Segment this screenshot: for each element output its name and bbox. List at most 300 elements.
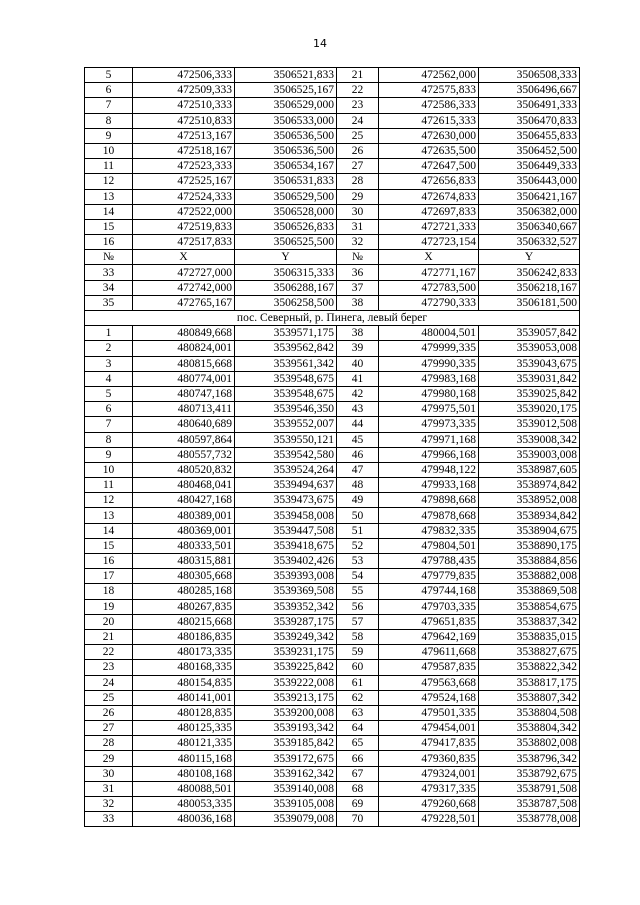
- point-number-cell: 43: [337, 402, 379, 417]
- table-row: [85, 159, 580, 174]
- section-title: пос. Северный, р. Пинега, левый берег: [85, 311, 580, 326]
- y-coordinate-cell: 3539020,175: [479, 402, 580, 417]
- point-number-cell: 9: [85, 447, 133, 462]
- point-number-cell: 51: [337, 523, 379, 538]
- point-number-cell: 53: [337, 554, 379, 569]
- y-coordinate-cell: 3539053,008: [479, 341, 580, 356]
- point-number-cell: 36: [337, 265, 379, 280]
- point-number-cell: 10: [85, 143, 133, 158]
- point-number-cell: 9: [85, 128, 133, 143]
- point-number-cell: 42: [337, 386, 379, 401]
- point-number-cell: 22: [337, 83, 379, 98]
- x-coordinate-cell: 479360,835: [379, 751, 479, 766]
- point-number-cell: 49: [337, 493, 379, 508]
- x-coordinate-cell: 472517,833: [133, 235, 235, 250]
- point-number-cell: 65: [337, 736, 379, 751]
- point-number-cell: 12: [85, 493, 133, 508]
- y-coordinate-cell: 3506340,667: [479, 219, 580, 234]
- y-coordinate-cell: 3506496,667: [479, 83, 580, 98]
- point-number-cell: 22: [85, 645, 133, 660]
- point-number-cell: 35: [85, 295, 133, 310]
- y-coordinate-cell: 3539287,175: [235, 614, 337, 629]
- table-row: [85, 174, 580, 189]
- point-number-cell: 25: [85, 690, 133, 705]
- header-y: Y: [479, 250, 580, 265]
- y-coordinate-cell: 3538835,015: [479, 629, 580, 644]
- point-number-cell: 30: [85, 766, 133, 781]
- point-number-cell: 24: [337, 113, 379, 128]
- y-coordinate-cell: 3539231,175: [235, 645, 337, 660]
- y-coordinate-cell: 3539571,175: [235, 326, 337, 341]
- x-coordinate-cell: 480315,881: [133, 554, 235, 569]
- table-row: [85, 280, 580, 295]
- x-coordinate-cell: 479651,835: [379, 614, 479, 629]
- y-coordinate-cell: 3538952,008: [479, 493, 580, 508]
- y-coordinate-cell: 3539562,842: [235, 341, 337, 356]
- table-row: [85, 356, 580, 371]
- x-coordinate-cell: 479832,335: [379, 523, 479, 538]
- x-coordinate-cell: 479744,168: [379, 584, 479, 599]
- point-number-cell: 33: [85, 265, 133, 280]
- y-coordinate-cell: 3538822,342: [479, 660, 580, 675]
- y-coordinate-cell: 3538904,675: [479, 523, 580, 538]
- point-number-cell: 46: [337, 447, 379, 462]
- point-number-cell: 48: [337, 478, 379, 493]
- table-row: [85, 83, 580, 98]
- x-coordinate-cell: 480815,668: [133, 356, 235, 371]
- y-coordinate-cell: 3539140,008: [235, 781, 337, 796]
- point-number-cell: 3: [85, 356, 133, 371]
- x-coordinate-cell: 479990,335: [379, 356, 479, 371]
- y-coordinate-cell: 3538807,342: [479, 690, 580, 705]
- y-coordinate-cell: 3538882,008: [479, 569, 580, 584]
- point-number-cell: 66: [337, 751, 379, 766]
- y-coordinate-cell: 3539193,342: [235, 721, 337, 736]
- x-coordinate-cell: 479898,668: [379, 493, 479, 508]
- x-coordinate-cell: 472510,333: [133, 98, 235, 113]
- y-coordinate-cell: 3506533,000: [235, 113, 337, 128]
- x-coordinate-cell: 480267,835: [133, 599, 235, 614]
- point-number-cell: 20: [85, 614, 133, 629]
- point-number-cell: 2: [85, 341, 133, 356]
- x-coordinate-cell: 479260,668: [379, 797, 479, 812]
- table-row: [85, 326, 580, 341]
- point-number-cell: 7: [85, 417, 133, 432]
- y-coordinate-cell: 3538796,342: [479, 751, 580, 766]
- point-number-cell: 33: [85, 812, 133, 827]
- table-row: [85, 508, 580, 523]
- y-coordinate-cell: 3539352,342: [235, 599, 337, 614]
- y-coordinate-cell: 3538854,675: [479, 599, 580, 614]
- table-row: [85, 614, 580, 629]
- table-row: [85, 599, 580, 614]
- point-number-cell: 41: [337, 371, 379, 386]
- coordinates-table: [84, 67, 580, 827]
- x-coordinate-cell: 479611,668: [379, 645, 479, 660]
- point-number-cell: 70: [337, 812, 379, 827]
- y-coordinate-cell: 3506508,333: [479, 68, 580, 83]
- header-x: X: [379, 250, 479, 265]
- x-coordinate-cell: 480333,501: [133, 538, 235, 553]
- x-coordinate-cell: 480053,335: [133, 797, 235, 812]
- x-coordinate-cell: 480468,041: [133, 478, 235, 493]
- y-coordinate-cell: 3538934,842: [479, 508, 580, 523]
- point-number-cell: 39: [337, 341, 379, 356]
- y-coordinate-cell: 3506421,167: [479, 189, 580, 204]
- point-number-cell: 38: [337, 295, 379, 310]
- x-coordinate-cell: 472525,167: [133, 174, 235, 189]
- table-row: [85, 128, 580, 143]
- x-coordinate-cell: 480168,335: [133, 660, 235, 675]
- point-number-cell: 31: [85, 781, 133, 796]
- table-row: [85, 417, 580, 432]
- x-coordinate-cell: 480115,168: [133, 751, 235, 766]
- point-number-cell: 27: [337, 159, 379, 174]
- y-coordinate-cell: 3539524,264: [235, 462, 337, 477]
- table-row: [85, 538, 580, 553]
- y-coordinate-cell: 3539012,508: [479, 417, 580, 432]
- table-row: [85, 751, 580, 766]
- y-coordinate-cell: 3538804,508: [479, 705, 580, 720]
- y-coordinate-cell: 3539418,675: [235, 538, 337, 553]
- x-coordinate-cell: 472697,833: [379, 204, 479, 219]
- y-coordinate-cell: 3506525,167: [235, 83, 337, 98]
- x-coordinate-cell: 479563,668: [379, 675, 479, 690]
- table-row: [85, 265, 580, 280]
- table-row: [85, 204, 580, 219]
- y-coordinate-cell: 3538804,342: [479, 721, 580, 736]
- point-number-cell: 64: [337, 721, 379, 736]
- y-coordinate-cell: 3539550,121: [235, 432, 337, 447]
- x-coordinate-cell: 472575,833: [379, 83, 479, 98]
- table-row: [85, 98, 580, 113]
- x-coordinate-cell: 480597,864: [133, 432, 235, 447]
- y-coordinate-cell: 3506315,333: [235, 265, 337, 280]
- x-coordinate-cell: 472742,000: [133, 280, 235, 295]
- point-number-cell: 28: [337, 174, 379, 189]
- y-coordinate-cell: 3506382,000: [479, 204, 580, 219]
- y-coordinate-cell: 3506521,833: [235, 68, 337, 83]
- x-coordinate-cell: 479642,169: [379, 629, 479, 644]
- header-x: X: [133, 250, 235, 265]
- y-coordinate-cell: 3506528,000: [235, 204, 337, 219]
- y-coordinate-cell: 3506449,333: [479, 159, 580, 174]
- point-number-cell: 15: [85, 219, 133, 234]
- coordinates-block-2: [85, 265, 580, 311]
- x-coordinate-cell: 480125,335: [133, 721, 235, 736]
- x-coordinate-cell: 479317,335: [379, 781, 479, 796]
- header-num: №: [85, 250, 133, 265]
- point-number-cell: 40: [337, 356, 379, 371]
- point-number-cell: 5: [85, 68, 133, 83]
- y-coordinate-cell: 3539402,426: [235, 554, 337, 569]
- point-number-cell: 47: [337, 462, 379, 477]
- y-coordinate-cell: 3539548,675: [235, 386, 337, 401]
- y-coordinate-cell: 3539561,342: [235, 356, 337, 371]
- point-number-cell: 19: [85, 599, 133, 614]
- x-coordinate-cell: 479971,168: [379, 432, 479, 447]
- x-coordinate-cell: 479703,335: [379, 599, 479, 614]
- section-row: [85, 311, 580, 326]
- y-coordinate-cell: 3539043,675: [479, 356, 580, 371]
- x-coordinate-cell: 479980,168: [379, 386, 479, 401]
- y-coordinate-cell: 3506536,500: [235, 143, 337, 158]
- point-number-cell: 14: [85, 204, 133, 219]
- x-coordinate-cell: 480173,335: [133, 645, 235, 660]
- point-number-cell: 5: [85, 386, 133, 401]
- x-coordinate-cell: 480824,001: [133, 341, 235, 356]
- point-number-cell: 62: [337, 690, 379, 705]
- point-number-cell: 13: [85, 189, 133, 204]
- x-coordinate-cell: 480640,689: [133, 417, 235, 432]
- y-coordinate-cell: 3539003,008: [479, 447, 580, 462]
- x-coordinate-cell: 479966,168: [379, 447, 479, 462]
- point-number-cell: 15: [85, 538, 133, 553]
- y-coordinate-cell: 3539546,350: [235, 402, 337, 417]
- point-number-cell: 8: [85, 432, 133, 447]
- y-coordinate-cell: 3539249,342: [235, 629, 337, 644]
- x-coordinate-cell: 480121,335: [133, 736, 235, 751]
- point-number-cell: 21: [85, 629, 133, 644]
- x-coordinate-cell: 479878,668: [379, 508, 479, 523]
- y-coordinate-cell: 3506181,500: [479, 295, 580, 310]
- point-number-cell: 4: [85, 371, 133, 386]
- x-coordinate-cell: 472783,500: [379, 280, 479, 295]
- y-coordinate-cell: 3506332,527: [479, 235, 580, 250]
- point-number-cell: 57: [337, 614, 379, 629]
- table-row: [85, 690, 580, 705]
- point-number-cell: 6: [85, 402, 133, 417]
- x-coordinate-cell: 472586,333: [379, 98, 479, 113]
- table-row: [85, 295, 580, 310]
- table-row: [85, 371, 580, 386]
- point-number-cell: 54: [337, 569, 379, 584]
- table-row: [85, 781, 580, 796]
- x-coordinate-cell: 479788,435: [379, 554, 479, 569]
- x-coordinate-cell: 480215,668: [133, 614, 235, 629]
- x-coordinate-cell: 472674,833: [379, 189, 479, 204]
- point-number-cell: 68: [337, 781, 379, 796]
- x-coordinate-cell: 479324,001: [379, 766, 479, 781]
- x-coordinate-cell: 472510,833: [133, 113, 235, 128]
- table-row: [85, 584, 580, 599]
- x-coordinate-cell: 480141,001: [133, 690, 235, 705]
- point-number-cell: 21: [337, 68, 379, 83]
- point-number-cell: 16: [85, 235, 133, 250]
- x-coordinate-cell: 472765,167: [133, 295, 235, 310]
- point-number-cell: 44: [337, 417, 379, 432]
- point-number-cell: 27: [85, 721, 133, 736]
- y-coordinate-cell: 3506242,833: [479, 265, 580, 280]
- point-number-cell: 18: [85, 584, 133, 599]
- y-coordinate-cell: 3539162,342: [235, 766, 337, 781]
- y-coordinate-cell: 3506470,833: [479, 113, 580, 128]
- point-number-cell: 32: [337, 235, 379, 250]
- table-row: [85, 660, 580, 675]
- point-number-cell: 11: [85, 159, 133, 174]
- y-coordinate-cell: 3539105,008: [235, 797, 337, 812]
- x-coordinate-cell: 480713,411: [133, 402, 235, 417]
- point-number-cell: 67: [337, 766, 379, 781]
- y-coordinate-cell: 3539172,675: [235, 751, 337, 766]
- x-coordinate-cell: 472771,167: [379, 265, 479, 280]
- x-coordinate-cell: 480305,668: [133, 569, 235, 584]
- table-row: [85, 402, 580, 417]
- x-coordinate-cell: 472656,833: [379, 174, 479, 189]
- point-number-cell: 13: [85, 508, 133, 523]
- x-coordinate-cell: 480154,835: [133, 675, 235, 690]
- y-coordinate-cell: 3506455,833: [479, 128, 580, 143]
- x-coordinate-cell: 480088,501: [133, 781, 235, 796]
- x-coordinate-cell: 472630,000: [379, 128, 479, 143]
- y-coordinate-cell: 3538787,508: [479, 797, 580, 812]
- x-coordinate-cell: 479948,122: [379, 462, 479, 477]
- y-coordinate-cell: 3538974,842: [479, 478, 580, 493]
- y-coordinate-cell: 3539548,675: [235, 371, 337, 386]
- y-coordinate-cell: 3539447,508: [235, 523, 337, 538]
- x-coordinate-cell: 479454,001: [379, 721, 479, 736]
- table-row: [85, 432, 580, 447]
- point-number-cell: 30: [337, 204, 379, 219]
- y-coordinate-cell: 3539185,842: [235, 736, 337, 751]
- y-coordinate-cell: 3539393,008: [235, 569, 337, 584]
- point-number-cell: 56: [337, 599, 379, 614]
- point-number-cell: 6: [85, 83, 133, 98]
- point-number-cell: 23: [337, 98, 379, 113]
- y-coordinate-cell: 3539025,842: [479, 386, 580, 401]
- x-coordinate-cell: 479417,835: [379, 736, 479, 751]
- y-coordinate-cell: 3506536,500: [235, 128, 337, 143]
- x-coordinate-cell: 472506,333: [133, 68, 235, 83]
- x-coordinate-cell: 472562,000: [379, 68, 479, 83]
- point-number-cell: 14: [85, 523, 133, 538]
- point-number-cell: 24: [85, 675, 133, 690]
- point-number-cell: 26: [85, 705, 133, 720]
- table-row: [85, 645, 580, 660]
- y-coordinate-cell: 3539200,008: [235, 705, 337, 720]
- y-coordinate-cell: 3538802,008: [479, 736, 580, 751]
- point-number-cell: 28: [85, 736, 133, 751]
- x-coordinate-cell: 472647,500: [379, 159, 479, 174]
- y-coordinate-cell: 3539225,842: [235, 660, 337, 675]
- x-coordinate-cell: 479501,335: [379, 705, 479, 720]
- point-number-cell: 61: [337, 675, 379, 690]
- x-coordinate-cell: 479779,835: [379, 569, 479, 584]
- x-coordinate-cell: 472790,333: [379, 295, 479, 310]
- x-coordinate-cell: 480004,501: [379, 326, 479, 341]
- point-number-cell: 59: [337, 645, 379, 660]
- table-row: [85, 462, 580, 477]
- x-coordinate-cell: 479228,501: [379, 812, 479, 827]
- table-row: [85, 68, 580, 83]
- x-coordinate-cell: 472635,500: [379, 143, 479, 158]
- x-coordinate-cell: 472523,333: [133, 159, 235, 174]
- point-number-cell: 29: [337, 189, 379, 204]
- x-coordinate-cell: 472519,833: [133, 219, 235, 234]
- y-coordinate-cell: 3506531,833: [235, 174, 337, 189]
- table-row: [85, 189, 580, 204]
- y-coordinate-cell: 3506258,500: [235, 295, 337, 310]
- x-coordinate-cell: 479933,168: [379, 478, 479, 493]
- x-coordinate-cell: 472522,000: [133, 204, 235, 219]
- y-coordinate-cell: 3506529,000: [235, 98, 337, 113]
- x-coordinate-cell: 480774,001: [133, 371, 235, 386]
- y-coordinate-cell: 3539031,842: [479, 371, 580, 386]
- x-coordinate-cell: 479973,335: [379, 417, 479, 432]
- table-row: [85, 113, 580, 128]
- point-number-cell: 37: [337, 280, 379, 295]
- point-number-cell: 52: [337, 538, 379, 553]
- x-coordinate-cell: 472509,333: [133, 83, 235, 98]
- y-coordinate-cell: 3506491,333: [479, 98, 580, 113]
- y-coordinate-cell: 3506452,500: [479, 143, 580, 158]
- x-coordinate-cell: 472723,154: [379, 235, 479, 250]
- x-coordinate-cell: 472518,167: [133, 143, 235, 158]
- table-row: [85, 386, 580, 401]
- x-coordinate-cell: 472513,167: [133, 128, 235, 143]
- point-number-cell: 55: [337, 584, 379, 599]
- table-row: [85, 721, 580, 736]
- table-row: [85, 235, 580, 250]
- y-coordinate-cell: 3538987,605: [479, 462, 580, 477]
- table-row: [85, 143, 580, 158]
- table-row: [85, 812, 580, 827]
- point-number-cell: 8: [85, 113, 133, 128]
- table-row: [85, 478, 580, 493]
- point-number-cell: 38: [337, 326, 379, 341]
- y-coordinate-cell: 3506526,833: [235, 219, 337, 234]
- y-coordinate-cell: 3538890,175: [479, 538, 580, 553]
- y-coordinate-cell: 3506443,000: [479, 174, 580, 189]
- x-coordinate-cell: 479975,501: [379, 402, 479, 417]
- table-row: [85, 736, 580, 751]
- x-coordinate-cell: 472721,333: [379, 219, 479, 234]
- point-number-cell: 31: [337, 219, 379, 234]
- point-number-cell: 34: [85, 280, 133, 295]
- table-row: [85, 554, 580, 569]
- y-coordinate-cell: 3539552,007: [235, 417, 337, 432]
- y-coordinate-cell: 3539458,008: [235, 508, 337, 523]
- x-coordinate-cell: 480849,668: [133, 326, 235, 341]
- point-number-cell: 25: [337, 128, 379, 143]
- x-coordinate-cell: 472524,333: [133, 189, 235, 204]
- y-coordinate-cell: 3539213,175: [235, 690, 337, 705]
- point-number-cell: 60: [337, 660, 379, 675]
- x-coordinate-cell: 479524,168: [379, 690, 479, 705]
- y-coordinate-cell: 3538791,508: [479, 781, 580, 796]
- table-row: [85, 569, 580, 584]
- y-coordinate-cell: 3538792,675: [479, 766, 580, 781]
- x-coordinate-cell: 479983,168: [379, 371, 479, 386]
- table-row: [85, 341, 580, 356]
- coordinates-block-3: [85, 326, 580, 827]
- table-row: [85, 219, 580, 234]
- table-row: [85, 766, 580, 781]
- y-coordinate-cell: 3506529,500: [235, 189, 337, 204]
- y-coordinate-cell: 3538827,675: [479, 645, 580, 660]
- x-coordinate-cell: 472615,333: [379, 113, 479, 128]
- point-number-cell: 7: [85, 98, 133, 113]
- y-coordinate-cell: 3539079,008: [235, 812, 337, 827]
- table-row: [85, 797, 580, 812]
- x-coordinate-cell: 480186,835: [133, 629, 235, 644]
- point-number-cell: 11: [85, 478, 133, 493]
- table-header-row: [85, 250, 580, 265]
- point-number-cell: 10: [85, 462, 133, 477]
- y-coordinate-cell: 3538837,342: [479, 614, 580, 629]
- x-coordinate-cell: 480520,832: [133, 462, 235, 477]
- y-coordinate-cell: 3539494,637: [235, 478, 337, 493]
